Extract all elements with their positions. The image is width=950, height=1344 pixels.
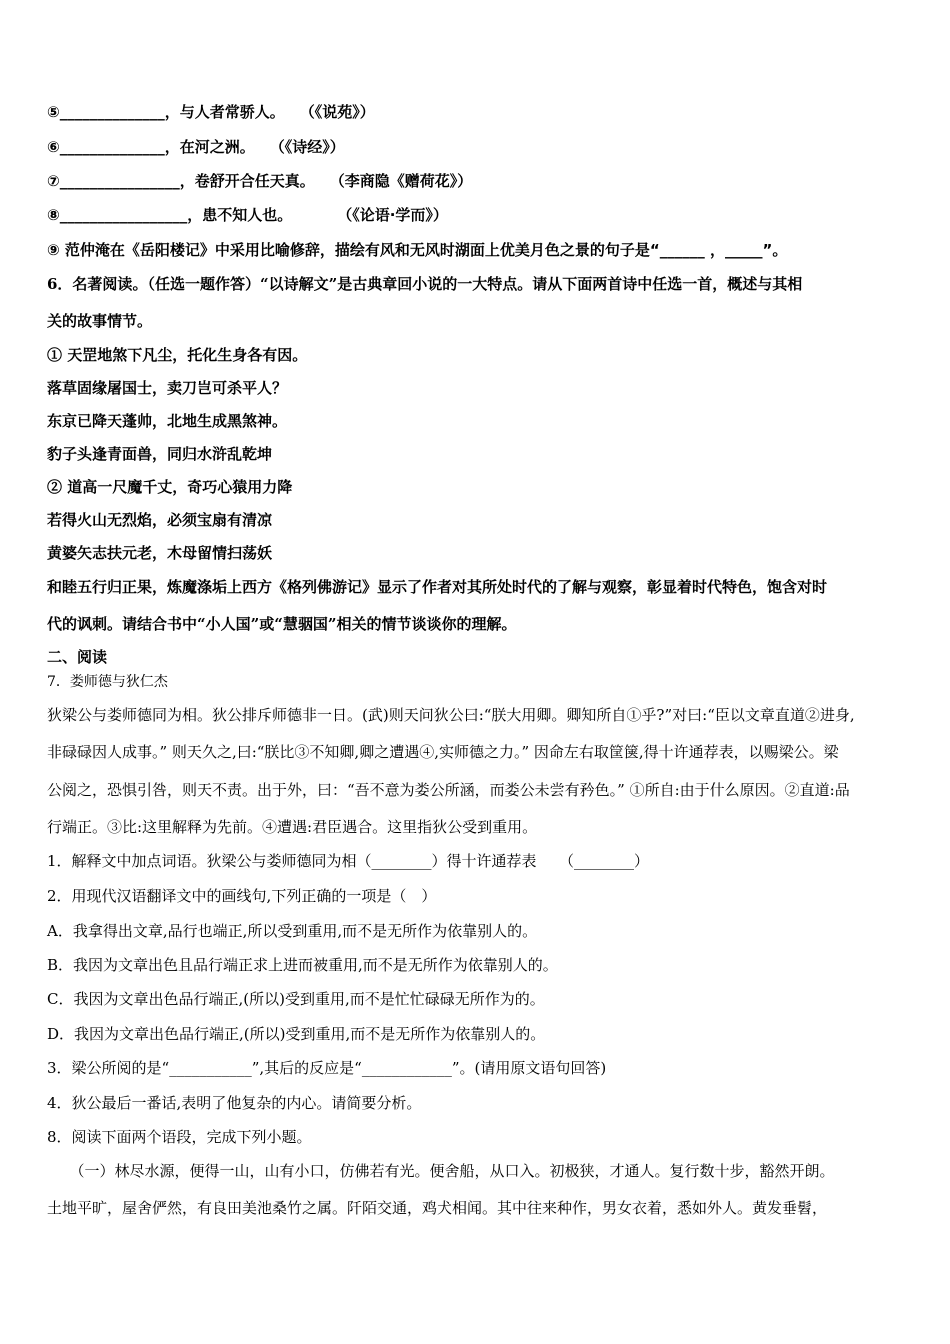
- passage-line-1: 狄梁公与娄师德同为相。狄公排斥师德非一日。(武)则天问狄公曰:“朕大用卿。卿知所自①乎?”对曰:“臣以文章直道②进身,: [47, 706, 855, 724]
- poem-1-line-2: 落草固缘屠国士，卖刀岂可杀平人？: [47, 379, 288, 397]
- q7-subquestion-1: 1．解释文中加点词语。狄梁公与娄师德同为相（________）得十许通荐表 （________）: [47, 852, 650, 870]
- poem-1-line-3: 东京已降天蓬帅，北地生成黑煞神。: [47, 412, 288, 430]
- q7-subquestion-3: 3．梁公所阅的是“___________”,其后的反应是“____________”。(请用原文语句回答): [47, 1059, 607, 1077]
- passage-8-line-1: （一）林尽水源，便得一山，山有小口，仿佛若有光。便舍船，从口入。初极狭，才通人。复行数十步，豁然开朗。: [47, 1162, 835, 1180]
- option-d: D．我因为文章出色品行端正,(所以)受到重用,而不是无所作为依靠别人的。: [47, 1025, 546, 1043]
- q7-subquestion-4: 4．狄公最后一番话,表明了他复杂的内心。请简要分析。: [47, 1094, 422, 1112]
- q7-subquestion-2: 2．用现代汉语翻译文中的画线句,下列正确的一项是（ ）: [47, 887, 437, 905]
- question-6-prompt-cont: 关的故事情节。: [47, 312, 153, 330]
- gulliver-prompt-cont: 代的讽刺。请结合书中“小人国”或“慧骃国”相关的情节谈谈你的理解。: [47, 615, 517, 633]
- question-8-prompt: 8．阅读下面两个语段，完成下列小题。: [47, 1128, 312, 1146]
- poem-2-line-2: 若得火山无烈焰，必须宝扇有清凉: [47, 511, 273, 529]
- question-6-prompt: 6．名著阅读。（任选一题作答）“以诗解文”是古典章回小说的一大特点。请从下面两首诗中任选一首，概述与其相: [47, 275, 803, 293]
- passage-line-2: 非碌碌因人成事。” 则天久之,曰:“朕比③不知卿,卿之遭遇④,实师德之力。” 因命左右取筐箧,得十许通荐表，以赐梁公。梁: [47, 743, 839, 761]
- poem-1-line-4: 豹子头逢青面兽，同归水浒乱乾坤: [47, 445, 273, 463]
- line-fill-9: ⑨ 范仲淹在《岳阳楼记》中采用比喻修辞，描绘有风和无风时湖面上优美月色之景的句子是“______ ，_____”。: [47, 241, 788, 259]
- line-fill-8: ⑧_________________，患不知人也。 （《论语·学而》）: [47, 206, 448, 224]
- option-b: B．我因为文章出色且品行端正求上进而被重用,而不是无所作为依靠别人的。: [47, 956, 558, 974]
- poem-2-line-4-gulliver: 和睦五行归正果，炼魔涤垢上西方《格列佛游记》显示了作者对其所处时代的了解与观察，彰显着时代特色，饱含对时: [47, 578, 828, 596]
- line-fill-7: ⑦________________，卷舒开合任天真。 （李商隐《赠荷花》）: [47, 172, 473, 190]
- line-fill-6: ⑥______________，在河之洲。 （《诗经》）: [47, 138, 345, 156]
- poem-2-line-3: 黄婆矢志扶元老，木母留情扫荡妖: [47, 544, 273, 562]
- passage-line-4-notes: 行端正。③比:这里解释为先前。④遭遇:君臣遇合。这里指狄公受到重用。: [47, 818, 538, 836]
- poem-2-line-1: ② 道高一尺魔千丈，奇巧心猿用力降: [47, 478, 293, 496]
- passage-8-line-2: 土地平旷，屋舍俨然，有良田美池桑竹之属。阡陌交通，鸡犬相闻。其中往来种作，男女衣着，悉如外人。黄发垂髫，: [47, 1199, 828, 1217]
- passage-line-3: 公阅之，恐惧引咎，则天不责。出于外，曰：“吾不意为娄公所涵，而娄公未尝有矜色。” ①所自:由于什么原因。②直道:品: [47, 781, 850, 799]
- question-7-title: 7．娄师德与狄仁杰: [47, 674, 168, 690]
- option-a: A．我拿得出文章,品行也端正,所以受到重用,而不是无所作为依靠别人的。: [47, 922, 538, 940]
- option-c: C．我因为文章出色品行端正,(所以)受到重用,而不是忙忙碌碌无所作为的。: [47, 990, 545, 1008]
- line-fill-5: ⑤______________，与人者常骄人。 （《说苑》）: [47, 103, 375, 121]
- poem-1-line-1: ① 天罡地煞下凡尘，托化生身各有因。: [47, 346, 308, 364]
- section-heading-reading: 二、阅读: [47, 648, 108, 666]
